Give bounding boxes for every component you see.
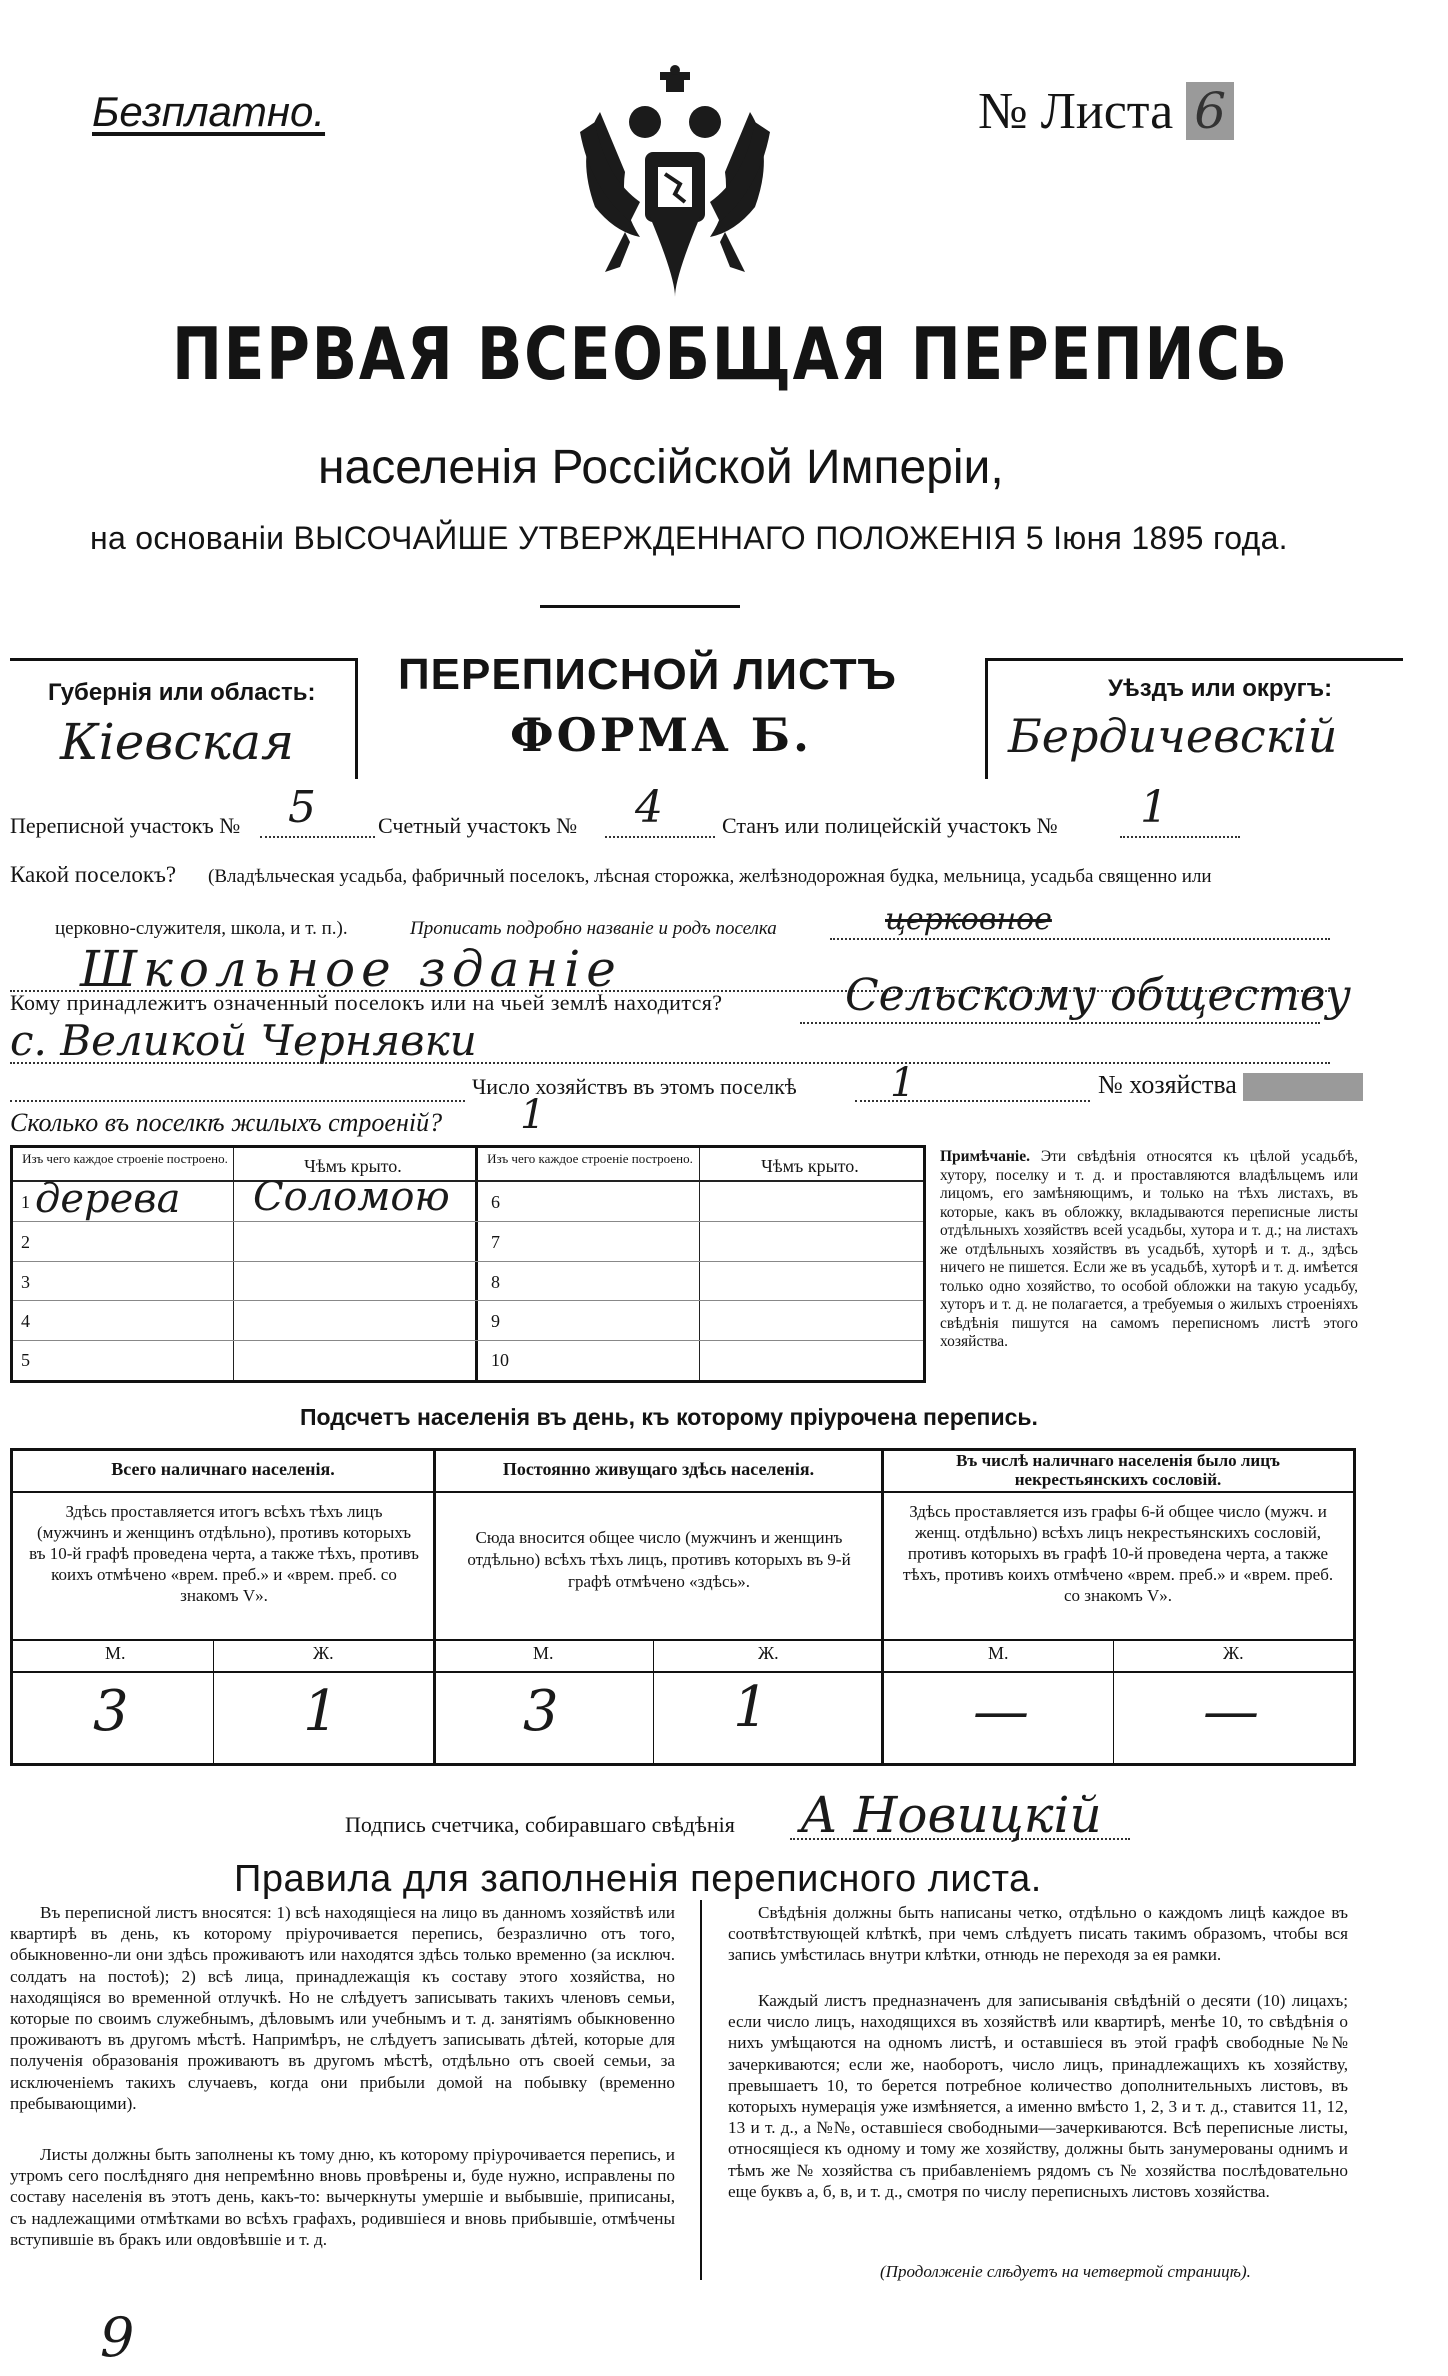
resident-female-value: 1 [733,1675,769,1740]
settlement-question: Какой поселокъ? [10,862,177,887]
police-section-value: 1 [1140,782,1168,833]
summary-col1-title: Всего наличнаго населенія. [111,1459,335,1479]
buildings-rows [13,1174,923,1380]
household-no-text: № хозяйства [1098,1070,1237,1099]
note-label: Примѣчаніе. [940,1148,1030,1165]
rules-left-p2: Листы должны быть заполнены къ тому дню, къ которому пріурочивается перепись, и утромъ сего послѣдняго дня непремѣнно вновь провѣрены и, буде нужно, исправлены по составу населенія въ этотъ день, какъ-то: вычеркнуты умершіе и выбывшіе, приписаны, съ надлежащими отмѣтками во всѣхъ графахъ, родившіеся и вновь прибывшіе, отмѣчены вступившіе въ бракъ или овдовѣвшіе и т. д. [10,2145,675,2249]
summary-col1-text: Здѣсь проставляется итогъ всѣхъ тѣхъ лицъ (мужчинъ и женщинъ отдѣльно), противъ которыхъ въ 10-й графѣ проведена черта, а также тѣхъ, противъ коихъ отмѣчено «врем. преб.» и «врем. преб. со знакомъ V». [29,1502,419,1605]
settlement-hint-italic: Прописать подробно названіе и родъ поселка [410,918,777,939]
rules-right-p2: Каждый листъ предназначенъ для записыванія свѣдѣній о десяти (10) лицахъ; если число лицъ, находящихся въ хозяйствѣ или квартирѣ, менѣе 10, то свѣдѣнія о нихъ умѣщаются на одномъ листѣ, и оставшіеся въ этой графѣ свободные №№ зачеркиваются; если же, наоборотъ, число лицъ, принадлежащихъ къ хозяйству, превышаетъ 10, то берется потребное количество дополнительныхъ листовъ, въ которыхъ нумерація уже измѣняется, а именно вмѣсто 1, 2, 3 и т. д., ставится 11, 12, 13 и т. д., а №№, оставшіеся свободными—зачеркиваются. Всѣ переписные листы, относящіеся къ одному и тому же хозяйству, должны быть занумерованы однимъ и тѣмъ же № хозяйства съ прибавленіемъ рядомъ съ № хозяйства послѣдовательно еще буквъ а, б, в, и т. д., смотря по числу переписныхъ листовъ хозяйства. [728,1991,1348,2201]
province-value: Кіевская [60,713,295,771]
households-label: Число хозяйствъ въ этомъ поселкѣ [472,1074,797,1099]
imperial-eagle-emblem [570,62,780,302]
buildings-table [10,1145,926,1383]
summary-col3-text: Здѣсь проставляется изъ графы 6-й общее число (мужч. и женщ. отдѣльно) всѣхъ лицъ некрестьянскихъ сословій, противъ которыхъ въ графѣ 10-й проведена черта, а также тѣхъ, противъ коихъ отмѣчено «врем. преб.» и «врем. преб. со знакомъ V». [902,1502,1334,1605]
row-number: 3 [21,1272,30,1292]
district-box [985,658,1403,779]
census-section-label: Переписной участокъ № [10,813,241,838]
row-material: дерева [35,1176,181,1222]
row-number: 2 [21,1232,30,1252]
female-label: Ж. [313,1643,334,1663]
male-label: М. [988,1643,1009,1663]
rules-title: Правила для заполненія переписного листа. [234,1858,1042,1900]
note-text: Эти свѣдѣнія относятся къ цѣлой усадьбѣ, хутору, поселку и т. д. и проставляются владѣльцемъ или лицомъ, его замѣняющимъ, и только на тѣхъ листахъ, въ которые, какъ въ обложку, вкладываются переписные листы отдѣльныхъ хозяйствъ всей усадьбы, хутора и т. д.; на листахъ же отдѣльныхъ хозяйствъ въ усадьбѣ, хуторѣ и т. д., здѣсь ничего не пишется. Если же въ усадьбѣ, хуторѣ и т. д. имѣется только одно хозяйство, то особой обложки на такую усадьбу, хуторъ и т. д. не полагается, а требуемыя о жилыхъ строеніяхъ свѣдѣнія пишутся на самомъ переписномъ листѣ этого хозяйства. [940,1148,1359,1350]
sheet-number-value: 6 [1186,82,1234,140]
note-block [940,1148,1358,1352]
row-roof: Соломою [253,1174,450,1220]
count-section-label: Счетный участокъ № [378,813,578,838]
rules-left-p1: Въ переписной листъ вносятся: 1) всѣ находящіеся на лицо въ данномъ хозяйствѣ или квартирѣ въ день, къ которому пріурочивается перепись, безразлично отъ того, обыкновенно-ли они здѣсь проживаютъ или находятся здѣсь только временно (за исключ. солдатъ на постоѣ); 2) всѣ лица, принадлежащія къ составу этого хозяйства, но находящіяся во временной отлучкѣ. Но не слѣдуетъ записывать такихъ членовъ семьи, которые по своимъ служебнымъ, дѣловымъ или учебнымъ и т. д. занятіямъ обыкновенно проживаютъ въ другомъ мѣстѣ. Напримѣръ, не слѣдуетъ записывать дѣтей, которые для полученія образованія проживаютъ въ другомъ мѣстѣ, отдѣльно отъ своей семьи, за исключеніемъ такихъ случаевъ, когда они прибыли домой на побывку (временно пребывающими). [10,1903,675,2113]
nonpeasant-female-value: — [1203,1679,1259,1744]
owner-value-2: с. Великой Чернявки [10,1016,477,1065]
settlement-hint-1: (Владѣльческая усадьба, фабричный поселокъ, лѣсная сторожка, желѣзнодорожная будка, мельница, усадьба священно или [208,866,1212,887]
row-number: 1 [21,1192,30,1212]
owner-value-1: Сельскому обществу [845,970,1351,1021]
count-section-value: 4 [635,782,663,833]
page-subtitle: населенія Россійской Имперіи, [318,441,1004,494]
row-number: 10 [491,1350,509,1370]
settlement-value-2: Школьное зданіе [80,940,622,998]
owner-question: Кому принадлежитъ означенный поселокъ или на чьей землѣ находится? [10,990,723,1015]
title-divider [540,605,740,608]
basis-line: на основаніи ВЫСОЧАЙШЕ УТВЕРЖДЕННАГО ПОЛОЖЕНІЯ 5 Іюня 1895 года. [90,520,1288,556]
resident-male-value: 3 [523,1679,559,1744]
row-number: 7 [491,1232,500,1252]
row-number: 9 [491,1311,500,1331]
province-label: Губернія или область: [48,679,316,706]
col-material-right: Изъ чего каждое строеніе построено. [487,1151,693,1166]
police-section-label: Станъ или полицейскій участокъ № [722,813,1058,838]
rules-continued: (Продолженіе слѣдуетъ на четвертой страницѣ). [880,2262,1251,2281]
province-box [10,658,358,779]
total-female-value: 1 [303,1679,339,1744]
footer-mark: 9 [100,2306,135,2369]
signature-label: Подпись счетчика, собиравшаго свѣдѣнія [345,1812,735,1837]
summary-col2-text: Сюда вносится общее число (мужчинъ и женщинъ отдѣльно) всѣхъ тѣхъ лицъ, противъ которыхъ въ 9-й графѣ отмѣчено «здѣсь». [467,1528,851,1591]
section-numbers-row [10,782,1430,850]
female-label: Ж. [1223,1643,1244,1663]
settlement-hint-2: церковно-служителя, школа, и т. п.). [55,918,348,939]
settlement-value-1: церковное [885,902,1052,937]
col-material-left: Изъ чего каждое строеніе построено. [22,1151,228,1166]
page-title: ПЕРВАЯ ВСЕОБЩАЯ ПЕРЕПИСЬ [172,312,1289,396]
district-value: Бердичевскій [1008,709,1338,763]
row-number: 5 [21,1350,30,1370]
buildings-label: Сколько въ поселкѣ жилыхъ строеній? [10,1108,443,1137]
households-value: 1 [890,1060,916,1106]
nonpeasant-male-value: — [973,1679,1029,1744]
row-number: 6 [491,1192,500,1212]
total-male-value: 3 [93,1679,129,1744]
rules-right-p1: Свѣдѣнія должны быть написаны четко, отдѣльно о каждомъ лицѣ каждое въ соотвѣтствующей клѣткѣ, при чемъ слѣдуетъ писать такимъ образомъ, чтобы вся запись умѣстилась внутри клѣтки, отнюдь не переходя за ея рамки. [728,1903,1348,1965]
male-label: М. [105,1643,126,1663]
row-number: 8 [491,1272,500,1292]
signature-value: А Новицкій [800,1786,1102,1844]
sheet-number [978,82,1234,141]
household-no-label [1098,1070,1363,1101]
census-section-value: 5 [288,782,316,833]
row-number: 4 [21,1311,30,1331]
household-no-value-redacted [1243,1073,1363,1101]
free-label: Безплатно. [92,88,326,135]
summary-col2-title: Постоянно живущаго здѣсь населенія. [502,1459,815,1479]
eagle-icon [570,62,780,302]
female-label: Ж. [758,1643,779,1663]
summary-heading: Подсчетъ населенія въ день, къ которому пріурочена перепись. [300,1404,1038,1430]
summary-table [10,1448,1356,1766]
sheet-number-label: № Листа [978,83,1174,140]
buildings-value: 1 [520,1092,546,1138]
col-roof-left: Чѣмъ крыто. [304,1156,402,1176]
summary-col3-title: Въ числѣ наличнаго населенія было лицъ некрестьянскихъ сословій. [956,1451,1280,1489]
district-label: Уѣздъ или округъ: [1108,675,1333,702]
col-roof-right: Чѣмъ крыто. [761,1156,859,1176]
form-title: ФОРМА Б. [510,708,813,762]
sheet-title: ПЕРЕПИСНОЙ ЛИСТЪ [398,650,897,699]
male-label: М. [533,1643,554,1663]
